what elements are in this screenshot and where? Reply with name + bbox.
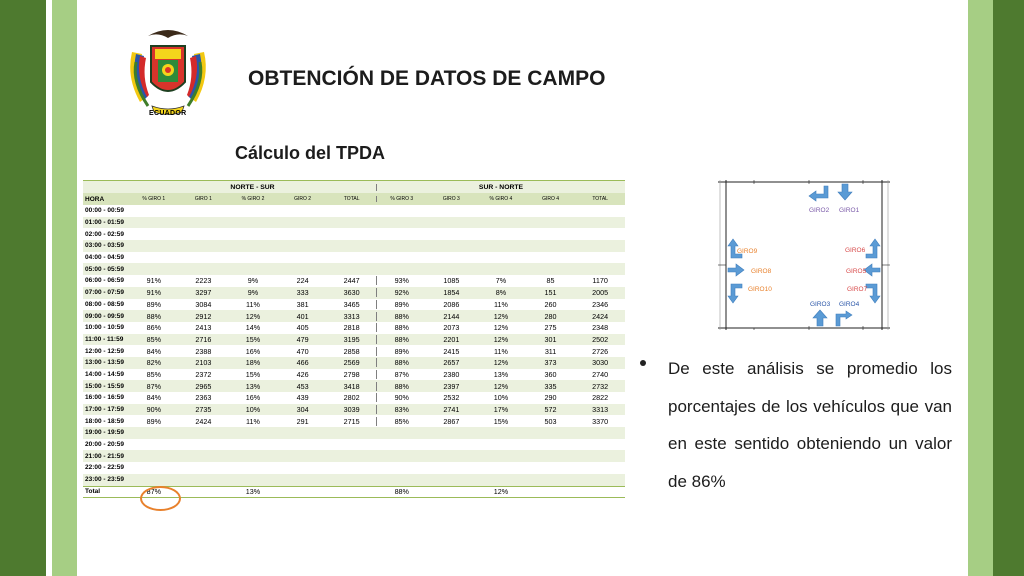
hora-cell: 05:00 - 05:59 xyxy=(85,265,125,273)
col-header: GIRO 3 xyxy=(442,196,460,202)
hora-cell: 03:00 - 03:59 xyxy=(85,242,125,250)
table-cell: 87% xyxy=(394,369,409,379)
coat-of-arms-emblem xyxy=(118,22,218,122)
table-row xyxy=(83,240,625,252)
table-cell: 85% xyxy=(146,334,161,344)
table-row xyxy=(83,287,625,299)
giro-label: GIRO9 xyxy=(737,248,758,255)
highlight-circle xyxy=(140,486,181,511)
table-row xyxy=(83,404,625,416)
emblem-caption: ECUADOR xyxy=(149,110,187,117)
table-cell: 15% xyxy=(493,416,509,426)
table-cell: 360 xyxy=(544,369,557,379)
table-cell: 2569 xyxy=(327,358,377,367)
bullet-dot-icon xyxy=(640,360,646,366)
table-cell: 91% xyxy=(146,276,161,286)
table-row xyxy=(83,322,625,334)
col-header: GIRO 1 xyxy=(194,196,212,202)
giro-label: GIRO1 xyxy=(839,207,860,214)
giro-label: GIRO7 xyxy=(847,286,868,293)
table-cell: 2802 xyxy=(327,393,377,402)
table-cell: 91% xyxy=(146,288,161,298)
table-cell: 2346 xyxy=(592,299,609,309)
hora-cell: 13:00 - 13:59 xyxy=(85,359,125,367)
table-cell: 311 xyxy=(544,346,557,356)
table-cell: 3418 xyxy=(327,382,377,391)
table-cell: 3039 xyxy=(327,405,377,414)
table-body xyxy=(83,205,625,486)
table-cell: 2867 xyxy=(443,416,460,426)
total-cell: 87% xyxy=(146,487,161,497)
table-cell: 2716 xyxy=(195,334,212,344)
table-row xyxy=(83,439,625,451)
table-cell: 3084 xyxy=(195,299,212,309)
hora-cell: 21:00 - 21:59 xyxy=(85,452,125,460)
table-cell: 2858 xyxy=(327,347,377,356)
table-cell: 10% xyxy=(493,393,509,403)
right-dark-stripe xyxy=(993,0,1024,576)
table-cell: 16% xyxy=(245,393,261,403)
table-row xyxy=(83,345,625,357)
table-cell: 14% xyxy=(245,323,261,333)
table-cell: 2103 xyxy=(195,358,212,368)
hora-header: HORA xyxy=(85,195,105,203)
hora-cell: 22:00 - 22:59 xyxy=(85,464,125,472)
table-cell: 381 xyxy=(296,299,309,309)
table-cell: 151 xyxy=(544,288,557,298)
table-cell: 2822 xyxy=(592,393,609,403)
table-cell: 3195 xyxy=(327,335,377,344)
table-cell: 2372 xyxy=(195,369,212,379)
table-cell: 2415 xyxy=(443,346,460,356)
table-cell: 2086 xyxy=(443,299,460,309)
hora-cell: 19:00 - 19:59 xyxy=(85,429,125,437)
table-cell: 90% xyxy=(146,405,161,415)
table-cell: 2201 xyxy=(443,334,460,344)
table-row xyxy=(83,205,625,217)
hora-cell: 18:00 - 18:59 xyxy=(85,417,125,425)
table-cell: 2818 xyxy=(327,323,377,332)
table-cell: 89% xyxy=(394,346,409,356)
giro-label: GIRO5 xyxy=(846,268,867,275)
col-header: % GIRO 4 xyxy=(489,196,513,202)
table-cell: 2388 xyxy=(195,346,212,356)
table-cell: 12% xyxy=(245,311,261,321)
table-cell: 10% xyxy=(245,405,261,415)
table-cell: 304 xyxy=(296,405,309,415)
table-row xyxy=(83,228,625,240)
table-row xyxy=(83,310,625,322)
hora-cell: 23:00 - 23:59 xyxy=(85,476,125,484)
table-group-header xyxy=(83,181,625,193)
table-cell: 2715 xyxy=(327,417,377,426)
table-cell: 2735 xyxy=(195,405,212,415)
table-cell: 2741 xyxy=(443,405,460,415)
table-cell: 405 xyxy=(296,323,309,333)
table-cell: 12% xyxy=(493,381,509,391)
table-cell: 11% xyxy=(246,299,260,309)
table-cell: 3465 xyxy=(327,300,377,309)
table-cell: 87% xyxy=(146,381,161,391)
table-cell: 16% xyxy=(245,346,261,356)
table-cell: 84% xyxy=(146,393,161,403)
table-row xyxy=(83,263,625,275)
table-cell: 572 xyxy=(544,405,557,415)
hora-cell: 17:00 - 17:59 xyxy=(85,406,125,414)
table-cell: 2223 xyxy=(195,276,212,286)
hora-cell: 20:00 - 20:59 xyxy=(85,441,125,449)
table-cell: 85 xyxy=(546,276,555,286)
col-header: TOTAL xyxy=(327,196,377,202)
tpda-table xyxy=(83,180,625,498)
table-cell: 2532 xyxy=(443,393,460,403)
table-cell: 90% xyxy=(394,393,409,403)
table-row xyxy=(83,450,625,462)
table-cell: 335 xyxy=(544,381,557,391)
table-row xyxy=(83,357,625,369)
table-cell: 93% xyxy=(394,276,409,286)
table-cell: 466 xyxy=(296,358,309,368)
hora-cell: 09:00 - 09:59 xyxy=(85,312,125,320)
table-row xyxy=(83,462,625,474)
table-cell: 280 xyxy=(544,311,557,321)
table-cell: 503 xyxy=(544,416,557,426)
hora-cell: 08:00 - 08:59 xyxy=(85,300,125,308)
table-cell: 7% xyxy=(495,276,507,286)
hora-cell: 10:00 - 10:59 xyxy=(85,324,125,332)
total-cell: 13% xyxy=(245,487,261,497)
table-cell: 15% xyxy=(245,334,261,344)
table-row xyxy=(83,415,625,427)
table-cell: 2380 xyxy=(443,369,460,379)
table-cell: 2502 xyxy=(592,334,609,344)
table-cell: 2363 xyxy=(195,393,212,403)
hora-cell: 04:00 - 04:59 xyxy=(85,254,125,262)
col-header: GIRO 4 xyxy=(542,196,560,202)
table-cell: 2005 xyxy=(592,288,609,298)
giro-label: GIRO10 xyxy=(748,286,772,293)
table-cell: 12% xyxy=(493,334,509,344)
total-cell: 88% xyxy=(394,487,409,497)
hora-cell: 01:00 - 01:59 xyxy=(85,219,125,227)
table-row xyxy=(83,380,625,392)
table-cell: 12% xyxy=(493,311,509,321)
total-label: Total xyxy=(85,488,101,496)
col-header: % GIRO 3 xyxy=(390,196,414,202)
table-cell: 3630 xyxy=(327,288,377,297)
table-cell: 88% xyxy=(146,311,161,321)
table-sub-header xyxy=(83,193,625,205)
table-cell: 83% xyxy=(394,405,409,415)
table-cell: 2424 xyxy=(195,416,212,426)
giro-label: GIRO2 xyxy=(809,207,830,214)
table-cell: 3313 xyxy=(327,312,377,321)
table-cell: 479 xyxy=(296,334,309,344)
table-row xyxy=(83,474,625,486)
hora-cell: 06:00 - 06:59 xyxy=(85,277,125,285)
table-cell: 3297 xyxy=(195,288,212,298)
table-cell: 453 xyxy=(296,381,309,391)
group-norte-sur: NORTE - SUR xyxy=(129,184,377,191)
giro-label: GIRO3 xyxy=(810,301,831,308)
table-cell: 373 xyxy=(544,358,557,368)
table-cell: 2397 xyxy=(443,381,460,391)
table-cell: 260 xyxy=(544,299,557,309)
table-cell: 89% xyxy=(394,299,409,309)
table-cell: 2912 xyxy=(195,311,212,321)
table-cell: 12% xyxy=(493,323,509,333)
table-cell: 89% xyxy=(146,416,161,426)
table-cell: 1170 xyxy=(592,276,608,286)
table-cell: 9% xyxy=(247,276,259,286)
table-row xyxy=(83,275,625,287)
table-cell: 8% xyxy=(495,288,507,298)
giro-label: GIRO4 xyxy=(839,301,860,308)
col-header: TOTAL xyxy=(592,196,608,202)
slide-title: OBTENCIÓN DE DATOS DE CAMPO xyxy=(248,67,606,90)
table-cell: 2413 xyxy=(195,323,212,333)
giro-label: GIRO8 xyxy=(751,268,772,275)
table-cell: 3030 xyxy=(592,358,609,368)
table-cell: 2965 xyxy=(195,381,212,391)
bullet-text: De este análisis se promedio los porcentajes de los vehículos que van en este sentido obteniendo un valor de 86% xyxy=(668,359,952,491)
table-cell: 88% xyxy=(394,334,409,344)
table-cell: 11% xyxy=(494,346,508,356)
table-row xyxy=(83,252,625,264)
table-cell: 291 xyxy=(296,416,309,426)
table-cell: 89% xyxy=(146,299,161,309)
table-cell: 2726 xyxy=(592,346,609,356)
table-cell: 84% xyxy=(146,346,161,356)
hora-cell: 15:00 - 15:59 xyxy=(85,382,125,390)
table-cell: 13% xyxy=(493,369,509,379)
table-cell: 12% xyxy=(493,358,509,368)
table-cell: 17% xyxy=(493,405,509,415)
table-cell: 11% xyxy=(246,416,260,426)
group-sur-norte: SUR - NORTE xyxy=(478,183,524,191)
hora-cell: 07:00 - 07:59 xyxy=(85,289,125,297)
table-cell: 2348 xyxy=(592,323,609,333)
table-cell: 86% xyxy=(146,323,161,333)
table-row xyxy=(83,299,625,311)
table-row xyxy=(83,427,625,439)
table-cell: 1085 xyxy=(443,276,460,286)
table-cell: 2657 xyxy=(443,358,460,368)
table-cell: 2144 xyxy=(443,311,460,321)
hora-cell: 14:00 - 14:59 xyxy=(85,370,125,378)
table-cell: 92% xyxy=(394,288,409,298)
table-cell: 2740 xyxy=(592,369,609,379)
table-cell: 470 xyxy=(296,346,309,356)
table-cell: 2424 xyxy=(592,311,609,321)
table-cell: 2732 xyxy=(592,381,609,391)
table-cell: 2798 xyxy=(327,370,377,379)
table-cell: 401 xyxy=(296,311,309,321)
table-cell: 426 xyxy=(296,369,309,379)
intersection-diagram xyxy=(718,180,890,330)
table-cell: 15% xyxy=(245,369,261,379)
col-header: GIRO 2 xyxy=(294,196,312,202)
slide-subtitle: Cálculo del TPDA xyxy=(235,143,386,163)
hora-cell: 00:00 - 00:59 xyxy=(85,207,125,215)
giro-label: GIRO6 xyxy=(845,247,866,254)
table-row xyxy=(83,334,625,346)
table-cell: 3370 xyxy=(592,416,609,426)
table-cell: 301 xyxy=(544,334,557,344)
table-cell: 224 xyxy=(296,276,309,286)
table-cell: 85% xyxy=(146,369,161,379)
table-cell: 88% xyxy=(394,323,409,333)
left-dark-stripe xyxy=(0,0,46,576)
left-light-stripe xyxy=(52,0,77,576)
table-cell: 11% xyxy=(494,299,508,309)
table-cell: 88% xyxy=(394,311,409,321)
col-header: % GIRO 2 xyxy=(241,196,265,202)
col-header: % GIRO 1 xyxy=(142,196,166,202)
table-cell: 88% xyxy=(394,381,409,391)
hora-cell: 12:00 - 12:59 xyxy=(85,347,125,355)
table-row xyxy=(83,392,625,404)
total-cell: 12% xyxy=(493,487,509,497)
hora-cell: 11:00 - 11:59 xyxy=(85,335,124,343)
table-cell: 88% xyxy=(394,358,409,368)
table-cell: 2073 xyxy=(443,323,460,333)
table-cell: 275 xyxy=(544,323,557,333)
table-cell: 3313 xyxy=(592,405,609,415)
table-cell: 82% xyxy=(146,358,161,368)
table-cell: 439 xyxy=(296,393,309,403)
table-row xyxy=(83,217,625,229)
table-cell: 9% xyxy=(247,288,259,298)
hora-cell: 16:00 - 16:59 xyxy=(85,394,125,402)
table-cell: 290 xyxy=(544,393,557,403)
table-cell: 2447 xyxy=(327,276,377,285)
table-cell: 85% xyxy=(394,416,409,426)
right-light-stripe xyxy=(968,0,993,576)
table-cell: 18% xyxy=(245,358,261,368)
hora-cell: 02:00 - 02:59 xyxy=(85,230,125,238)
table-cell: 333 xyxy=(296,288,309,298)
table-row xyxy=(83,369,625,381)
table-cell: 1854 xyxy=(443,288,460,298)
table-cell: 13% xyxy=(245,381,261,391)
